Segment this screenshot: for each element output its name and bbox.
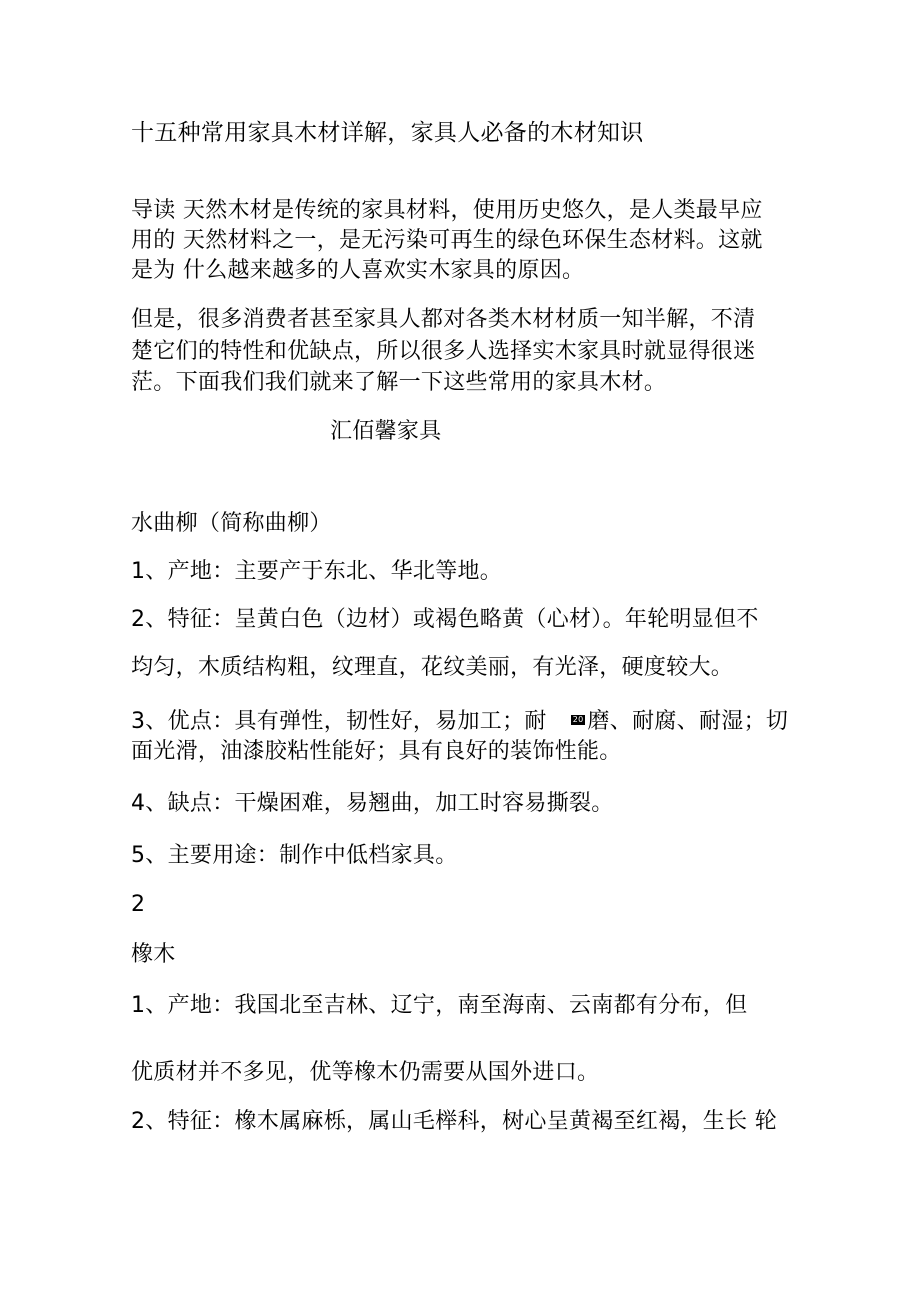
section1-origin: 1、产地：主要产于东北、华北等地。 — [131, 559, 503, 584]
section1-usage: 5、主要用途：制作中低档家具。 — [131, 843, 458, 868]
section2-origin-line-2: 优质材并不多见，优等橡木仍需要从国外进口。 — [131, 1060, 600, 1085]
page-title: 十五种常用家具木材详解，家具人必备的木材知识 — [131, 120, 644, 146]
section1-merit-line-1 — [131, 707, 788, 737]
section1-feature-line-2: 均匀，木质结构粗，纹理直，花纹美丽，有光泽，硬度较大。 — [131, 655, 734, 680]
intro-line-2: 用的 天然材料之一，是无污染可再生的绿色环保生态材料。这就 — [131, 228, 763, 253]
inline-badge: 20 — [572, 715, 584, 724]
merit-text-part-1: 3、优点：具有弹性，韧性好，易加工；耐 — [131, 709, 547, 734]
section1-heading: 水曲柳（简称曲柳） — [131, 511, 332, 536]
merit-text-part-2: 磨、耐腐、耐湿；切 — [587, 709, 789, 734]
intro-line-1: 导读 天然木材是传统的家具材料，使用历史悠久，是人类最早应 — [131, 198, 763, 223]
para2-line-2: 楚它们的特性和优缺点，所以很多人选择实木家具时就显得很迷 — [131, 339, 756, 364]
section2-feature-line-1: 2、特征：橡木属麻栎，属山毛榉科，树心呈黄褐至红褐，生长 轮 — [131, 1109, 777, 1134]
section1-feature-line-1: 2、特征：呈黄白色（边材）或褐色略黄（心材）。年轮明显但不 — [131, 607, 759, 632]
para2-line-1: 但是，很多消费者甚至家具人都对各类木材材质一知半解，不清 — [131, 307, 756, 332]
section1-defect: 4、缺点：干燥困难，易翘曲，加工时容易撕裂。 — [131, 791, 614, 816]
brand-name: 汇佰馨家具 — [330, 419, 442, 444]
section-number: 2 — [131, 892, 146, 917]
section1-merit-line-2: 面光滑，油漆胶粘性能好；具有良好的装饰性能。 — [131, 739, 622, 764]
intro-line-3: 是为 什么越来越多的人喜欢实木家具的原因。 — [131, 258, 585, 283]
section2-heading: 橡木 — [131, 942, 176, 967]
para2-line-3: 茫。下面我们我们就来了解一下这些常用的家具木材。 — [131, 370, 667, 395]
section2-origin-line-1: 1、产地：我国北至吉林、辽宁，南至海南、云南都有分布，但 — [131, 993, 748, 1018]
